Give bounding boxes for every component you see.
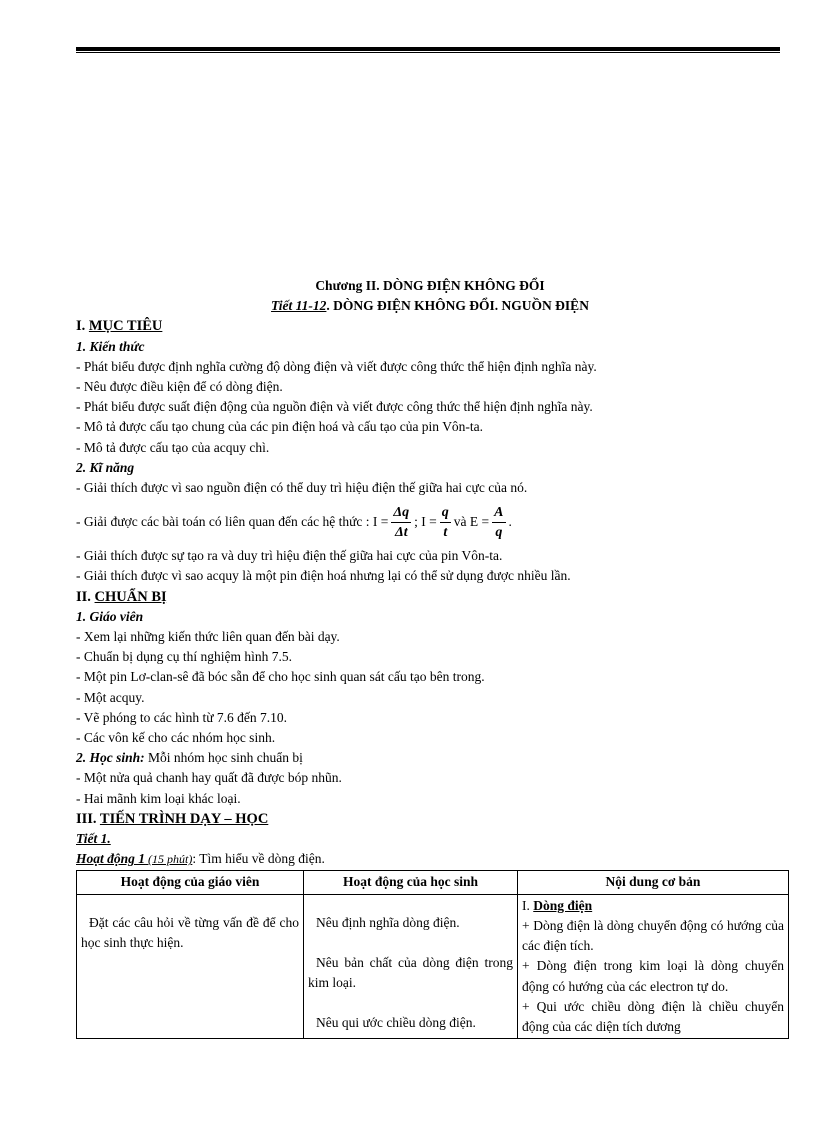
section-number: II.: [76, 588, 95, 605]
section-heading-process: [76, 809, 784, 829]
content-item: + Qui ước chiều dòng điện là chiều chuyển động của các diện tích dương: [522, 998, 784, 1034]
list-item: - Phát biểu được định nghĩa cường độ dòng điện và viết được công thức thể hiện định nghĩa này.: [76, 358, 597, 374]
formula-emf: [492, 503, 505, 542]
list-item: - Một pin Lơ-clan-sê đã bóc sẵn để cho học sinh quan sát cấu tạo bên trong.: [76, 669, 485, 685]
formula-separator: và E =: [453, 514, 490, 530]
table-header-row: [77, 871, 789, 894]
list-item: - Giải thích được vì sao acquy là một pin điện hoá nhưng lại có thể sử dụng được nhiều lần.: [76, 568, 571, 584]
list-item: - Hai mãnh kim loại khác loại.: [76, 790, 241, 806]
top-rule-thin: [76, 52, 780, 53]
spacer: [308, 933, 513, 953]
student-activity-text: Nêu qui ước chiều dòng điện.: [316, 1015, 476, 1031]
table-header: Hoạt động của giáo viên: [77, 871, 304, 894]
content-item: + Dòng điện là dòng chuyển động có hướng của các điện tích.: [522, 917, 784, 954]
content-heading-text: Dòng điện: [533, 897, 593, 913]
table-header: Hoạt động của học sinh: [304, 871, 518, 894]
section-heading-objectives: [76, 316, 784, 336]
activity-label: Hoạt động 1: [76, 851, 146, 867]
lesson-number: Tiết 11-12: [271, 298, 327, 314]
chapter-title: Chương II. DÒNG ĐIỆN KHÔNG ĐỔI: [315, 278, 545, 293]
formula-end: .: [508, 514, 512, 530]
content-heading: [522, 896, 784, 916]
activity-text: : Tìm hiểu về dòng điện.: [192, 851, 325, 867]
subheading-teacher: 1. Giáo viên: [76, 608, 144, 624]
period-label: Tiết 1.: [76, 831, 111, 847]
fraction-denominator: q: [495, 524, 503, 540]
fraction-denominator: Δt: [394, 524, 408, 540]
list-item: - Mô tả được cấu tạo của acquy chì.: [76, 439, 270, 455]
formula-current-definition: [391, 503, 411, 542]
activity-table: [76, 870, 789, 1039]
lesson-title: [76, 296, 784, 316]
list-item: - Mô tả được cấu tạo chung của các pin điện hoá và cấu tạo của pin Vôn-ta.: [76, 419, 484, 435]
formula-separator: ; I =: [414, 514, 437, 530]
top-rule: [76, 47, 780, 51]
subheading-students: [76, 748, 784, 768]
student-activity-text: Nêu định nghĩa dòng điện.: [316, 914, 460, 930]
list-item: - Giải thích được vì sao nguồn điện có thể duy trì hiệu điện thế giữa hai cực của nó.: [76, 480, 528, 496]
activity-line: [76, 849, 784, 869]
list-item: - Chuẩn bị dụng cụ thí nghiệm hình 7.5.: [76, 649, 292, 665]
list-item: - Một acquy.: [76, 689, 145, 705]
student-activity-cell: [304, 894, 518, 1038]
formula-prefix: - Giải được các bài toán có liên quan đến các hệ thức : I =: [76, 514, 389, 530]
formula-current-constant: [440, 503, 451, 542]
teacher-activity-text: Đặt các câu hỏi về từng vấn đề để cho học sinh thực hiện.: [81, 914, 299, 950]
list-item: - Phát biểu được suất điện động của nguồn điện và viết được công thức thể hiện định nghĩa này.: [76, 399, 593, 415]
subheading-students-text: Mỗi nhóm học sinh chuẩn bị: [144, 750, 303, 766]
document-body: [76, 276, 784, 1039]
student-activity-text: Nêu bản chất của dòng điện trong kim loại.: [308, 954, 513, 991]
fraction-numerator: q: [440, 503, 451, 523]
section-heading-text: MỤC TIÊU: [88, 318, 163, 335]
list-item: - Vẽ phóng to các hình từ 7.6 đến 7.10.: [76, 709, 288, 725]
subheading-students-label: 2. Học sinh:: [76, 750, 145, 766]
content-cell: [518, 894, 789, 1038]
fraction-denominator: t: [443, 524, 448, 540]
teacher-activity-cell: [77, 894, 304, 1038]
list-item: - Giải thích được sự tạo ra và duy trì hiệu điện thế giữa hai cực của pin Vôn-ta.: [76, 548, 503, 564]
activity-time: (15 phút): [145, 852, 193, 867]
content-number: I.: [522, 897, 534, 913]
table-header: Nội dung cơ bản: [518, 871, 789, 894]
list-item: - Một nửa quả chanh hay quất đã được bóp nhũn.: [76, 770, 342, 786]
section-number: I.: [76, 318, 89, 335]
subheading-skills: 2. Kĩ năng: [76, 459, 135, 475]
list-item: - Xem lại những kiến thức liên quan đến bài dạy.: [76, 629, 340, 645]
content-item: + Dòng điện trong kim loại là dòng chuyển động có hướng của các electron tự do.: [522, 958, 784, 994]
formula-line: [76, 498, 784, 546]
lesson-name: . DÒNG ĐIỆN KHÔNG ĐỔI. NGUỒN ĐIỆN: [326, 298, 589, 314]
spacer: [308, 993, 513, 1013]
fraction-numerator: Δq: [391, 503, 411, 523]
list-item: - Các vôn kế cho các nhóm học sinh.: [76, 730, 276, 746]
list-item: - Nêu được điều kiện để có dòng điện.: [76, 379, 283, 395]
fraction-numerator: A: [492, 503, 505, 523]
section-heading-preparation: [76, 587, 784, 607]
table-row: [77, 894, 789, 1038]
section-heading-text: TIẾN TRÌNH DẠY – HỌC: [99, 810, 269, 827]
section-heading-text: CHUẨN BỊ: [94, 588, 167, 605]
section-number: III.: [76, 810, 100, 827]
subheading-knowledge: 1. Kiến thức: [76, 338, 145, 354]
